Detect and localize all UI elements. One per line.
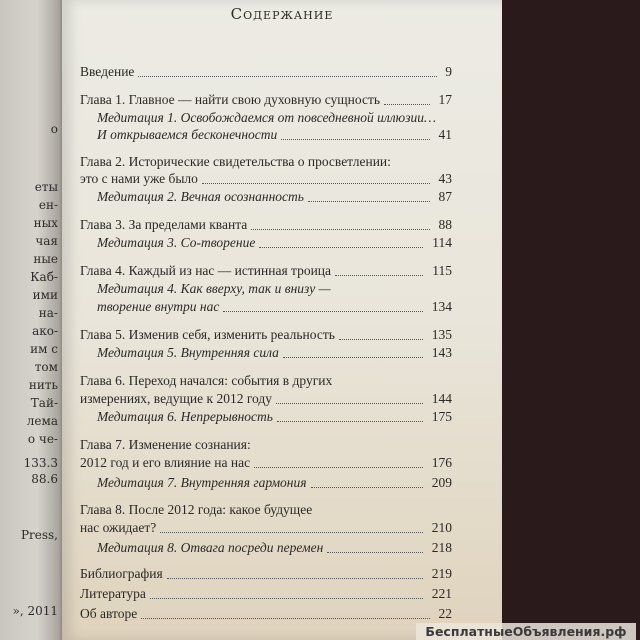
leader-dots [223,311,423,312]
leader-dots [202,183,430,184]
meditation-title: Медитация 6. Непрерывность [97,409,273,424]
meditation-title: Медитация 1. Освобождаемся от повседневной иллюзии… [97,110,436,125]
left-page-text: Каб- [30,270,58,284]
chapter-title: Библиография [80,566,163,581]
leader-dots [327,552,423,553]
page-number: 176 [431,455,452,470]
page-number: 115 [432,263,452,278]
left-page-text: том [34,360,58,374]
left-page-text: ако- [32,324,58,338]
chapter-title: Об авторе [80,606,138,621]
page-number: 218 [431,540,452,555]
leader-dots [335,275,423,276]
page-number: 43 [438,171,452,186]
chapter-title: Глава 3. За пределами кванта [80,217,248,232]
leader-dots [167,578,423,579]
chapter-title: нас ожидает? [80,520,157,535]
page-number: 114 [432,235,452,250]
left-page-text: ими [32,288,58,302]
left-page-text: ных [33,216,58,230]
leader-dots [160,532,423,533]
leader-dots [384,104,430,105]
page-number: 22 [438,606,452,621]
leader-dots [150,598,423,599]
left-page-text: им с [30,342,58,356]
chapter-title: Глава 8. После 2012 года: какое будущее [80,502,313,517]
page-number: 135 [431,327,452,342]
meditation-title: Медитация 7. Внутренняя гармония [97,475,307,490]
leader-dots [283,357,423,358]
chapter-title: Глава 7. Изменение сознания: [80,437,251,452]
left-page [0,0,62,640]
leader-dots [251,229,430,230]
left-page-text: », 2011 [12,604,58,618]
chapter-title: Глава 1. Главное — найти свою духовную сущность [80,92,381,107]
left-page-text: ные [33,252,58,266]
meditation-title: Медитация 3. Со-творение [97,235,256,250]
chapter-title: Введение [80,64,135,79]
left-page-text: ен- [38,198,58,212]
left-page-text: Press, [20,528,58,542]
page-number: 143 [431,345,452,360]
leader-dots [259,247,423,248]
meditation-title: творение внутри нас [97,299,220,314]
chapter-title: Глава 4. Каждый из нас — истинная троица [80,263,332,278]
page-number: 134 [431,299,452,314]
left-page-text: 133.3 [23,456,58,470]
chapter-title: Литература [80,586,146,601]
leader-dots [308,201,430,202]
left-page-text: о [50,122,58,136]
chapter-title: измерениях, ведущие к 2012 году [80,391,273,406]
page-number: 87 [438,189,452,204]
watermark: БесплатныеОбъявления.рф [416,623,636,640]
leader-dots [339,339,423,340]
page-number: 221 [431,586,452,601]
leader-dots [276,403,423,404]
page-number: 210 [431,520,452,535]
left-page-text: чая [35,234,58,248]
chapter-title: это с нами уже было [80,171,198,186]
page-number: 144 [431,391,452,406]
left-page-text: о че- [27,432,58,446]
meditation-title: Медитация 5. Внутренняя сила [97,345,279,360]
left-page-text: нить [28,378,58,392]
left-page-text: на- [38,306,58,320]
chapter-title: Глава 5. Изменив себя, изменить реальность [80,327,335,342]
left-page-text: еты [34,180,58,194]
page-number: 41 [438,127,452,142]
leader-dots [141,618,430,619]
left-page-text: Тай- [30,396,58,410]
left-page-text: лема [26,414,58,428]
chapter-title: Глава 2. Исторические свидетельства о просветлении: [80,154,391,169]
chapter-title: 2012 год и его влияние на нас [80,455,251,470]
leader-dots [311,487,423,488]
leader-dots [138,76,437,77]
page-number: 209 [431,475,452,490]
meditation-title: Медитация 4. Как вверху, так и внизу — [97,281,331,296]
page-title: Содержание [230,5,334,23]
meditation-title: И открываемся бесконечности [97,127,278,142]
chapter-title: Глава 6. Переход начался: события в других [80,373,333,388]
page-number: 9 [445,64,452,79]
left-page-text: 88.6 [31,472,58,486]
page-number: 219 [431,566,452,581]
meditation-title: Медитация 2. Вечная осознанность [97,189,304,204]
leader-dots [277,421,423,422]
leader-dots [254,467,423,468]
meditation-title: Медитация 8. Отвага посреди перемен [97,540,324,555]
page-number: 175 [431,409,452,424]
page-number: 88 [438,217,452,232]
page-number: 17 [438,92,452,107]
contents-page [62,0,502,640]
leader-dots [281,139,430,140]
